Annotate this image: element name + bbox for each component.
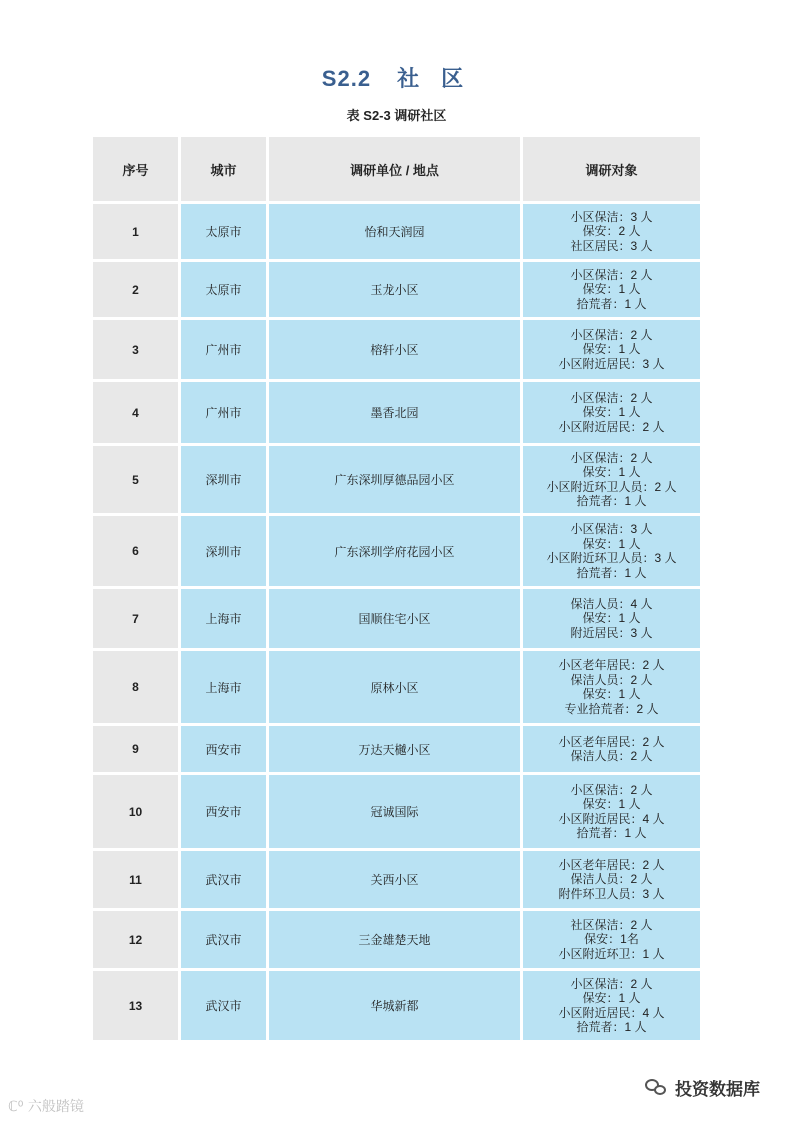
table-row: [93, 775, 700, 848]
table-header-row: [93, 137, 700, 201]
subject-line: 社区保洁：2 人: [570, 917, 653, 932]
row-site: 关西小区: [269, 851, 520, 908]
watermark-right: [645, 1075, 760, 1100]
row-subjects: [523, 971, 700, 1040]
row-subjects: [523, 775, 700, 848]
subject-line: 保安：1 人: [582, 536, 641, 551]
table-row: [93, 382, 700, 443]
row-site: 广东深圳厚德品园小区: [269, 446, 520, 513]
row-site: 榕轩小区: [269, 320, 520, 379]
row-index: 1: [93, 204, 178, 259]
row-subjects: [523, 726, 700, 772]
subject-line: 小区保洁：3 人: [570, 209, 653, 224]
subject-line: 小区保洁：2 人: [570, 782, 653, 797]
table-row: [93, 262, 700, 317]
row-site: 万达天樾小区: [269, 726, 520, 772]
table-row: [93, 851, 700, 908]
subject-line: 保安：2 人: [582, 224, 641, 239]
row-site: 广东深圳学府花园小区: [269, 516, 520, 586]
row-subjects: [523, 589, 700, 648]
row-city: 广州市: [181, 382, 266, 443]
row-subjects: [523, 320, 700, 379]
row-index: 7: [93, 589, 178, 648]
table-row: [93, 651, 700, 723]
row-index: 5: [93, 446, 178, 513]
row-index: 6: [93, 516, 178, 586]
table-row: [93, 320, 700, 379]
subject-line: 拾荒者：1 人: [576, 1020, 647, 1034]
row-city: 武汉市: [181, 911, 266, 968]
section-title: 社 区: [397, 66, 472, 91]
row-index: 8: [93, 651, 178, 723]
subject-line: 保安：1 人: [582, 797, 641, 811]
table-row: [93, 589, 700, 648]
row-city: 上海市: [181, 651, 266, 723]
subject-line: 保安：1 人: [582, 282, 641, 297]
subject-line: 小区保洁：2 人: [570, 450, 653, 465]
subject-line: 保安：1 人: [582, 991, 641, 1005]
row-subjects: [523, 382, 700, 443]
subject-line: 保安：1名: [584, 932, 639, 947]
subject-line: 保安：1 人: [582, 465, 641, 479]
column-header-index: 序号: [93, 137, 178, 201]
subject-line: 小区保洁：2 人: [570, 267, 653, 282]
row-subjects: [523, 651, 700, 723]
table-row: [93, 516, 700, 586]
row-site: 三金雄楚天地: [269, 911, 520, 968]
subject-line: 小区保洁：2 人: [570, 976, 653, 991]
subject-line: 保安：1 人: [582, 611, 641, 626]
row-subjects: [523, 516, 700, 586]
table-row: [93, 446, 700, 513]
watermark-left: ℂ⁰ 六般踏镜: [8, 1099, 84, 1115]
subject-line: 小区附近居民：4 人: [558, 811, 665, 826]
row-city: 西安市: [181, 726, 266, 772]
row-city: 武汉市: [181, 851, 266, 908]
row-site: 冠诚国际: [269, 775, 520, 848]
row-subjects: [523, 911, 700, 968]
subject-line: 拾荒者：1 人: [576, 565, 647, 580]
wechat-icon: [645, 1079, 667, 1097]
column-header-city: 城市: [181, 137, 266, 201]
section-heading: [0, 62, 793, 93]
subject-line: 小区老年居民：2 人: [558, 734, 665, 749]
subject-line: 小区保洁：2 人: [570, 327, 653, 342]
table-row: [93, 726, 700, 772]
row-index: 2: [93, 262, 178, 317]
row-index: 12: [93, 911, 178, 968]
subject-line: 保洁人员：2 人: [570, 749, 653, 763]
row-site: 怡和天润园: [269, 204, 520, 259]
subject-line: 保洁人员：2 人: [570, 872, 653, 887]
subject-line: 附近居民：3 人: [570, 625, 653, 640]
row-index: 3: [93, 320, 178, 379]
table-row: [93, 911, 700, 968]
survey-community-table: [90, 134, 703, 1043]
subject-line: 小区附近居民：2 人: [558, 419, 665, 434]
table-row: [93, 204, 700, 259]
subject-line: 保洁人员：4 人: [570, 596, 653, 611]
row-site: 墨香北园: [269, 382, 520, 443]
row-city: 武汉市: [181, 971, 266, 1040]
row-subjects: [523, 204, 700, 259]
subject-line: 小区保洁：3 人: [570, 522, 653, 536]
row-subjects: [523, 851, 700, 908]
subject-line: 保安：1 人: [582, 687, 641, 701]
row-site: 原林小区: [269, 651, 520, 723]
subject-line: 小区老年居民：2 人: [558, 857, 665, 872]
subject-line: 小区附近居民：4 人: [558, 1005, 665, 1020]
row-city: 上海市: [181, 589, 266, 648]
subject-line: 拾荒者：1 人: [576, 296, 647, 311]
subject-line: 保安：1 人: [582, 342, 641, 357]
section-number: S2.2: [321, 66, 372, 91]
subject-line: 拾荒者：1 人: [576, 826, 647, 840]
column-header-subjects: 调研对象: [523, 137, 700, 201]
subject-line: 小区附近环卫：1 人: [558, 946, 665, 961]
row-subjects: [523, 262, 700, 317]
subject-line: 拾荒者：1 人: [576, 494, 647, 508]
row-site: 国顺住宅小区: [269, 589, 520, 648]
subject-line: 专业拾荒者：2 人: [564, 701, 659, 716]
row-city: 广州市: [181, 320, 266, 379]
table-caption: 表 S2-3 调研社区: [346, 108, 447, 123]
row-city: 西安市: [181, 775, 266, 848]
watermark-right-text: 投资数据库: [675, 1080, 760, 1099]
subject-line: 保洁人员：2 人: [570, 672, 653, 687]
subject-line: 小区附近居民：3 人: [558, 356, 665, 371]
row-site: 华城新都: [269, 971, 520, 1040]
subject-line: 小区老年居民：2 人: [558, 658, 665, 672]
row-site: 玉龙小区: [269, 262, 520, 317]
subject-line: 附件环卫人员：3 人: [558, 886, 665, 901]
column-header-site: 调研单位 / 地点: [269, 137, 520, 201]
subject-line: 小区保洁：2 人: [570, 390, 653, 405]
row-index: 10: [93, 775, 178, 848]
row-index: 11: [93, 851, 178, 908]
subject-line: 小区附近环卫人员：3 人: [546, 551, 677, 565]
row-index: 13: [93, 971, 178, 1040]
subject-line: 保安：1 人: [582, 405, 641, 420]
subject-line: 小区附近环卫人员：2 人: [546, 479, 677, 494]
subject-line: 社区居民：3 人: [570, 238, 653, 253]
row-subjects: [523, 446, 700, 513]
table-row: [93, 971, 700, 1040]
row-city: 太原市: [181, 204, 266, 259]
row-city: 深圳市: [181, 446, 266, 513]
row-index: 4: [93, 382, 178, 443]
row-city: 深圳市: [181, 516, 266, 586]
row-index: 9: [93, 726, 178, 772]
table-body: [93, 204, 700, 1040]
row-city: 太原市: [181, 262, 266, 317]
